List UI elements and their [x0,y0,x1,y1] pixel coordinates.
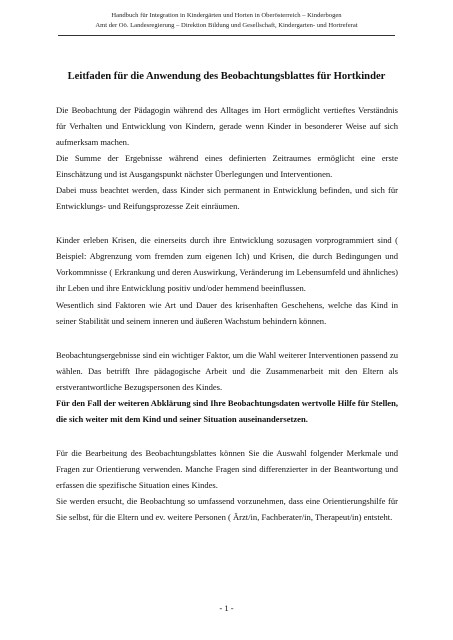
header-divider [58,35,395,36]
paragraph-factors: Wesentlich sind Faktoren wie Art und Dauer des krisenhaften Geschehens, welche das Kind in seiner Stabilität und seinem inneren und äußeren Wachstum behindern können. [56,299,398,326]
page-header [40,11,413,30]
paragraph-processing: Für die Bearbeitung des Beobachtungsblattes können Sie die Auswahl folgender Merkmale und Fragen zur Orientierung verwenden. Manche Fragen sind differenzierter in der Beantwortung und erfassen die spezifische Situation eines Kindes. [56,447,398,490]
paragraph-gap [56,329,398,347]
paragraph-development: Dabei muss beachtet werden, dass Kinder sich permanent in Entwicklung befinden, und sich für Entwicklungs- und Reifungsprozesse Zeit einräumen. [56,185,398,212]
paragraph-summary: Die Summe der Ergebnisse während eines definierten Zeitraumes ermöglicht eine erste Einschätzung und ist Ausgangspunkt nächster Überlegungen und Interventionen. [56,153,398,180]
document-title: Leitfaden für die Anwendung des Beobachtungsblattes für Hortkinder [67,71,386,82]
paragraph-observation: Die Beobachtung der Pädagogin während des Alltages im Hort ermöglicht vertieftes Verständnis für Verhalten und Entwicklung von Kindern, gerade wenn Kinder in besonderer Weise auf sich aufmerksam machen. [56,105,398,148]
paragraph-request: Sie werden ersucht, die Beobachtung so umfassend vorzunehmen, dass eine Orientierungshilfe für Sie selbst, für die Eltern und ev. weitere Personen ( Ärzt/in, Fachberater/in, Therapeut/in) entsteht. [56,495,398,523]
paragraph-further-clarification: Für den Fall der weiteren Abklärung sind Ihre Beobachtungsdaten wertvolle Hilfe für Stellen, die sich weiter mit dem Kind und seiner Situation auseinandersetzen. [56,397,398,424]
paragraph-results: Beobachtungsergebnisse sind ein wichtiger Faktor, um die Wahl weiterer Interventionen passend zu wählen. Das betrifft Ihre pädagogische Arbeit und die Zusammenarbeit mit den Eltern als erstverantwortliche Bezugspersonen des Kindes. [56,349,398,392]
paragraph-crises: Kinder erleben Krisen, die einerseits durch ihre Entwicklung sozusagen vorprogrammiert sind ( Beispiel: Abgrenzung vom fremden zum eigenen Ich) und Krisen, die durch Bedingungen und Vorkommnisse ( Erkrankung und deren Auswirkung, Veränderung im Lebensumfeld und ähnliches) ihr Leben und ihre Entwicklung positiv und/oder hemmend beeinflussen. [56,235,398,294]
paragraph-gap [56,427,398,445]
document-body [56,102,398,525]
header-line-2: Amt der Oö. Landesregierung – Direktion Bildung und Gesellschaft, Kindergarten- und Hortreferat [95,21,358,29]
paragraph-gap [56,214,398,232]
header-line-1: Handbuch für Integration in Kindergärten und Horten in Oberösterreich – Kinderbogen [111,12,342,19]
page-number: - 1 - [219,603,234,613]
